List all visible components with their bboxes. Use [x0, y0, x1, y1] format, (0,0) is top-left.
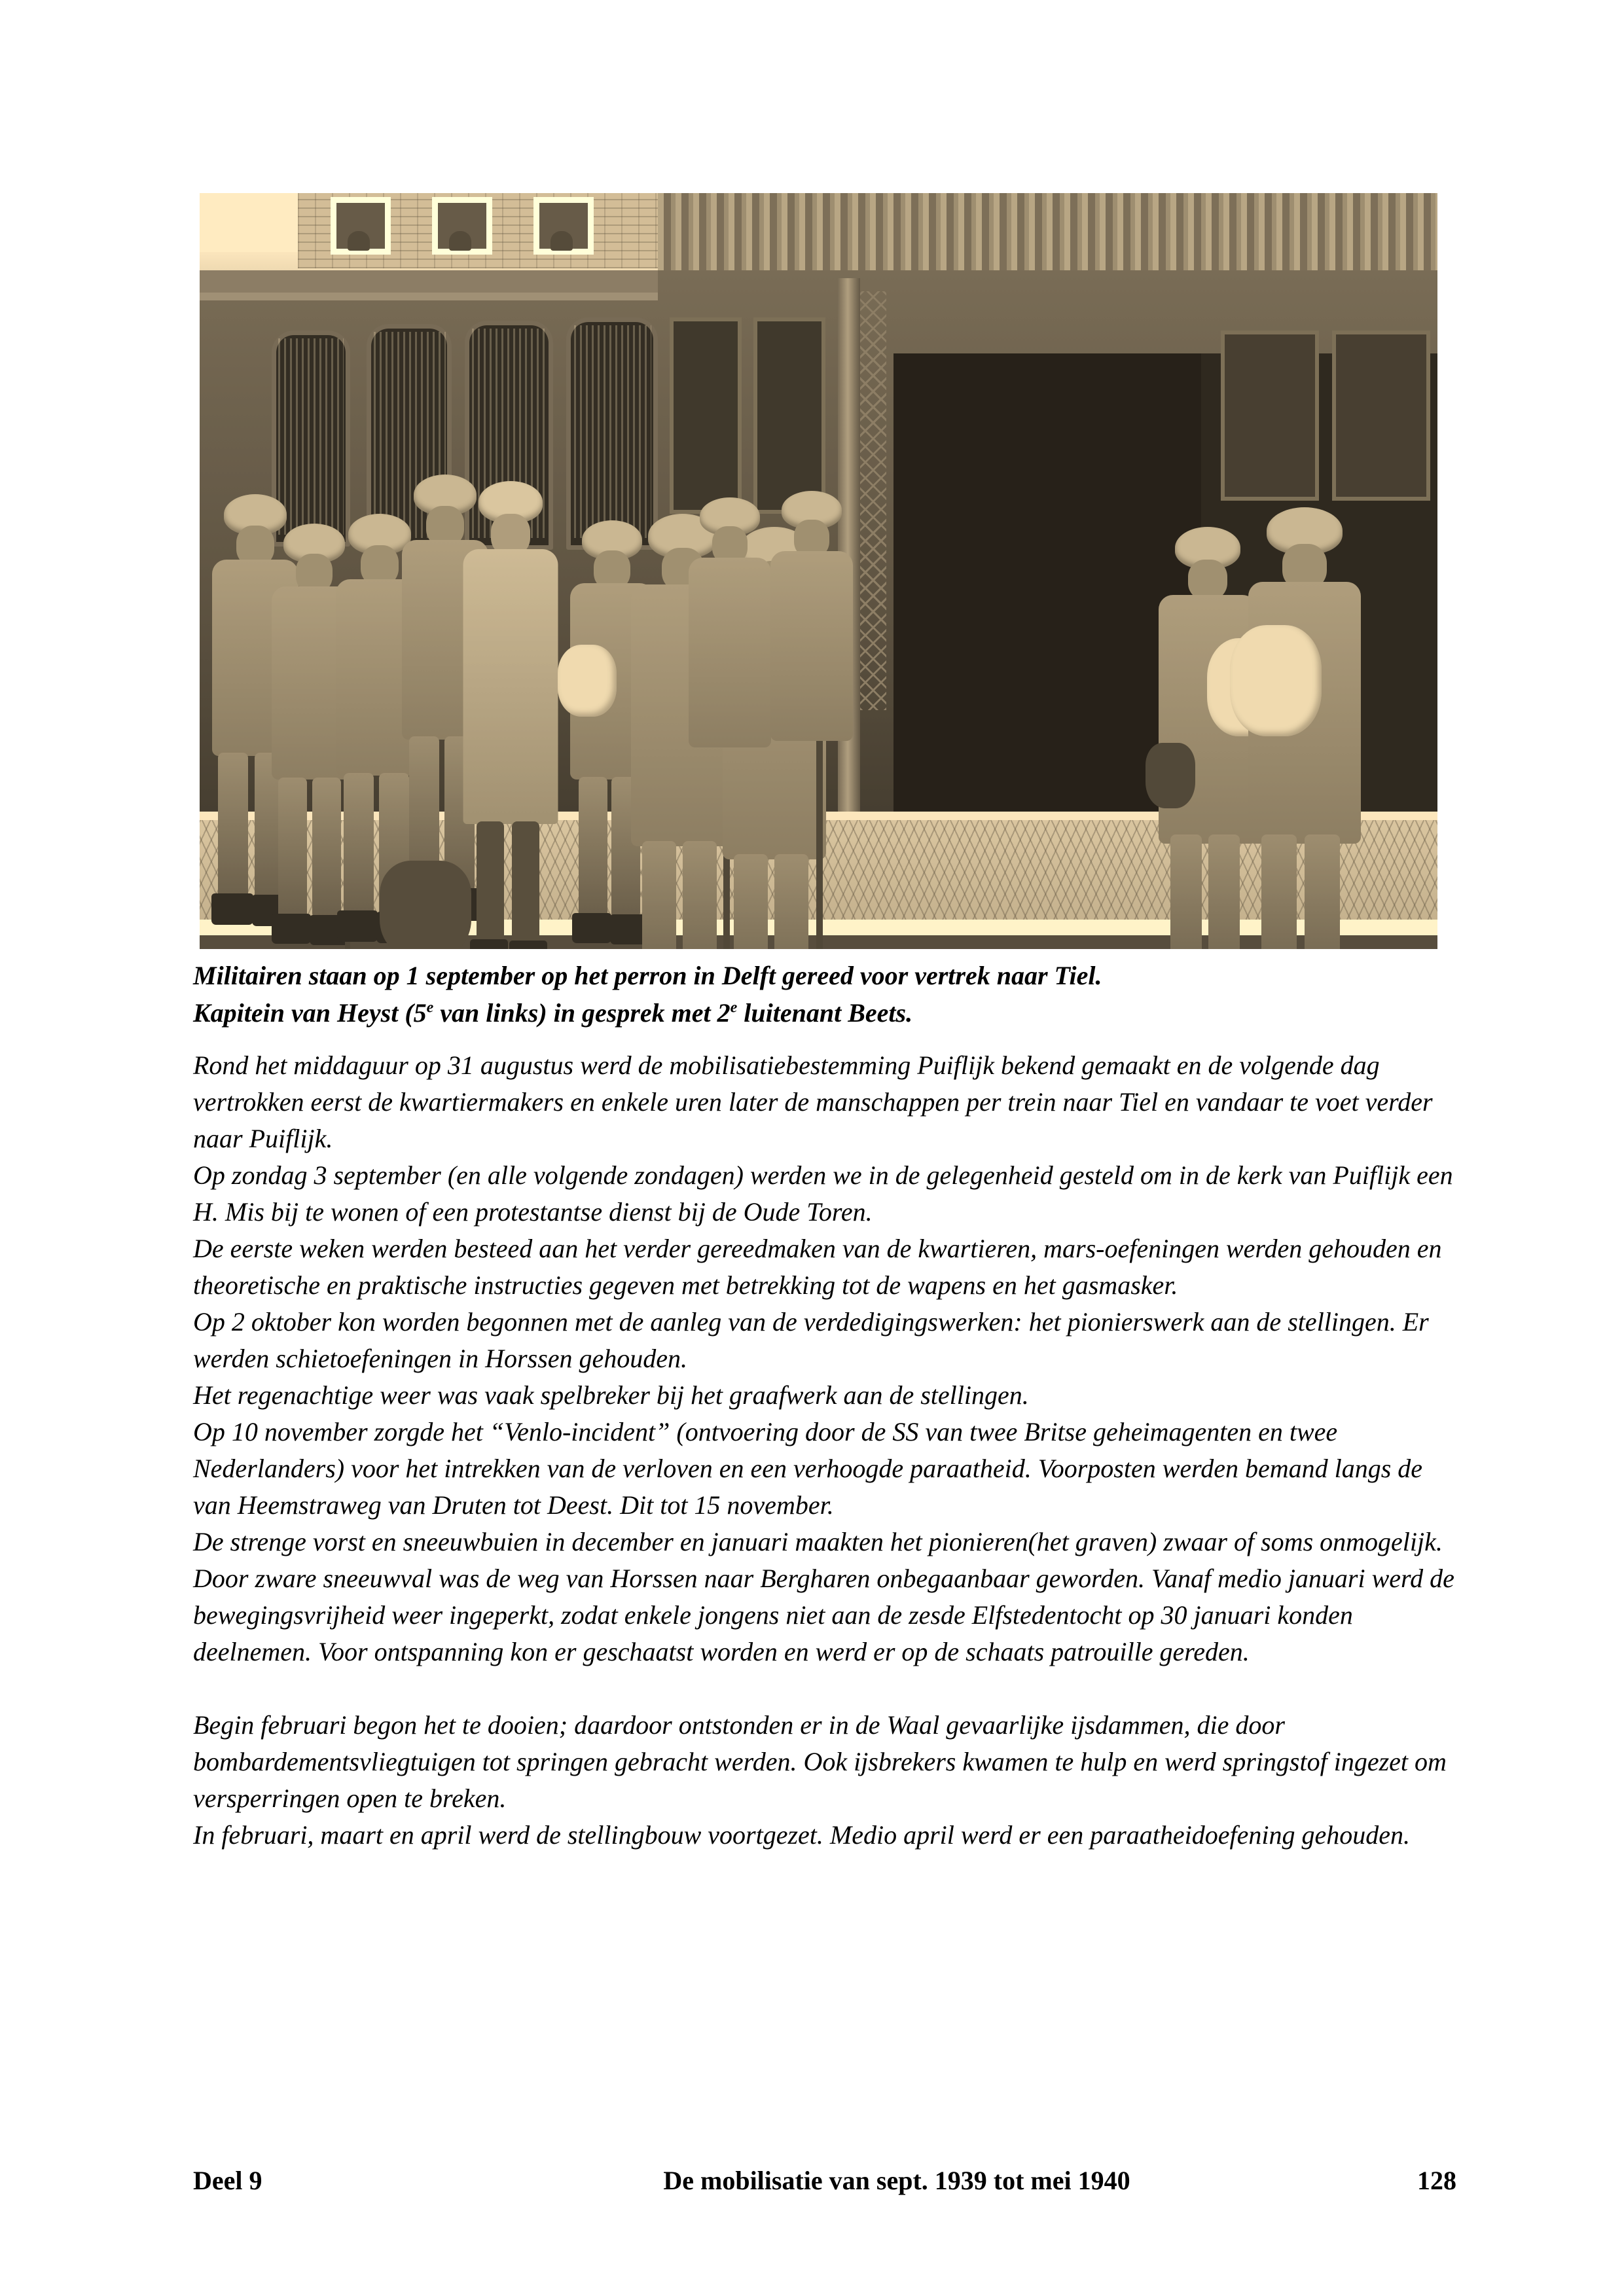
photo-soldier	[1240, 507, 1368, 949]
caption-line-2-part-2: van links) in gesprek met 2	[433, 998, 731, 1028]
paragraph: Op 2 oktober kon worden begonnen met de aanleg van de verdedigingswerken: het pionierswerk aan de stellingen. Er werden schietoefeningen in Horssen gehouden.	[193, 1307, 1429, 1373]
caption-superscript-e: e	[426, 999, 434, 1016]
caption-line-2	[193, 994, 1456, 1031]
caption-superscript-e: e	[730, 999, 738, 1016]
photo-facade-left	[200, 193, 298, 252]
paragraph: Begin februari begon het te dooien; daardoor ontstonden er in de Waal gevaarlijke ijsdammen, die door bombardementsvliegtuigen tot springen gebracht werden. Ook ijsbrekers kwamen te hulp en werd springstof ingezet om versperringen open te breken.	[193, 1710, 1447, 1813]
paragraph: Op 10 november zorgde het “Venlo-incident” (ontvoering door de SS van twee Britse geheimagenten en twee Nederlanders) voor het intrekken van de verloven en een verhoogde paraatheid. Voorposten werden bemand langs de van Heemstraweg van Druten tot Deest. Dit tot 15 november.	[193, 1417, 1423, 1520]
paragraph: In februari, maart en april werd de stellingbouw voortgezet. Medio april werd er een paraatheidoefening gehouden.	[193, 1820, 1411, 1850]
caption-line-1: Militairen staan op 1 september op het perron in Delft gereed voor vertrek naar Tiel.	[193, 961, 1102, 990]
photo-kit-bag	[380, 861, 471, 949]
footer-volume-label: Deel 9	[193, 2166, 262, 2195]
page-number: 128	[1417, 2166, 1456, 2195]
historical-photograph	[200, 193, 1437, 949]
body-text-block	[193, 1047, 1456, 1854]
photo-carriage-curtain	[574, 325, 651, 538]
photo-post-lattice	[860, 291, 886, 710]
caption-line-2-part-3: luitenant Beets.	[737, 998, 913, 1028]
paragraph: De strenge vorst en sneeuwbuien in december en januari maakten het pionieren(het graven) zwaar of soms onmogelijk. Door zware sneeuwval was de weg van Horssen naar Bergharen onbegaanbaar geworden. Vanaf medio januari werd de bewegingsvrijheid weer ingeperkt, zodat enkele jongens niet aan de zesde Elfstedentocht op 30 januari konden deelnemen. Voor ontspanning kon er geschaatst worden en werd er op de schaats patrouille gereden.	[193, 1527, 1454, 1666]
photo-platform-lamp	[550, 231, 573, 251]
paragraph: Op zondag 3 september (en alle volgende zondagen) werden we in de gelegenheid gesteld om in de kerk van Puiflijk een H. Mis bij te wonen of een protestantse dienst bij de Oude Toren.	[193, 1160, 1453, 1227]
photo-platform-lamp	[449, 231, 471, 251]
photo-carriage-window	[1332, 331, 1430, 501]
photo-carriage-window	[1221, 331, 1319, 501]
photo-carriage-rail	[200, 293, 658, 300]
photo-carriage-window	[670, 317, 742, 514]
photo-carriage-roofline	[200, 270, 658, 293]
paragraph: Rond het middaguur op 31 augustus werd de mobilisatiebestemming Puiflijk bekend gemaakt en de volgende dag vertrokken eerst de kwartiermakers en enkele uren later de manschappen per trein naar Tiel en vandaar te voet verder naar Puiflijk.	[193, 1050, 1433, 1153]
photo-caption	[193, 957, 1456, 1031]
caption-line-2-part-1: Kapitein van Heyst (5	[193, 998, 427, 1028]
photo-officer	[458, 481, 563, 949]
paragraph: De eerste weken werden besteed aan het verder gereedmaken van de kwartieren, mars-oefeningen werden gehouden en theoretische en praktische instructies gegeven met betrekking tot de wapens en het gasmasker.	[193, 1234, 1442, 1300]
photo-carriage-window	[753, 317, 825, 514]
photo-canvas	[200, 193, 1437, 949]
photo-soldier	[763, 491, 861, 910]
paragraph: Het regenachtige weer was vaak spelbreker bij het graafwerk aan de stellingen.	[193, 1380, 1029, 1410]
photo-platform-lamp	[348, 231, 370, 251]
page-footer	[193, 2165, 1456, 2196]
footer-chapter-title: De mobilisatie van sept. 1939 tot mei 1940	[663, 2166, 1130, 2195]
